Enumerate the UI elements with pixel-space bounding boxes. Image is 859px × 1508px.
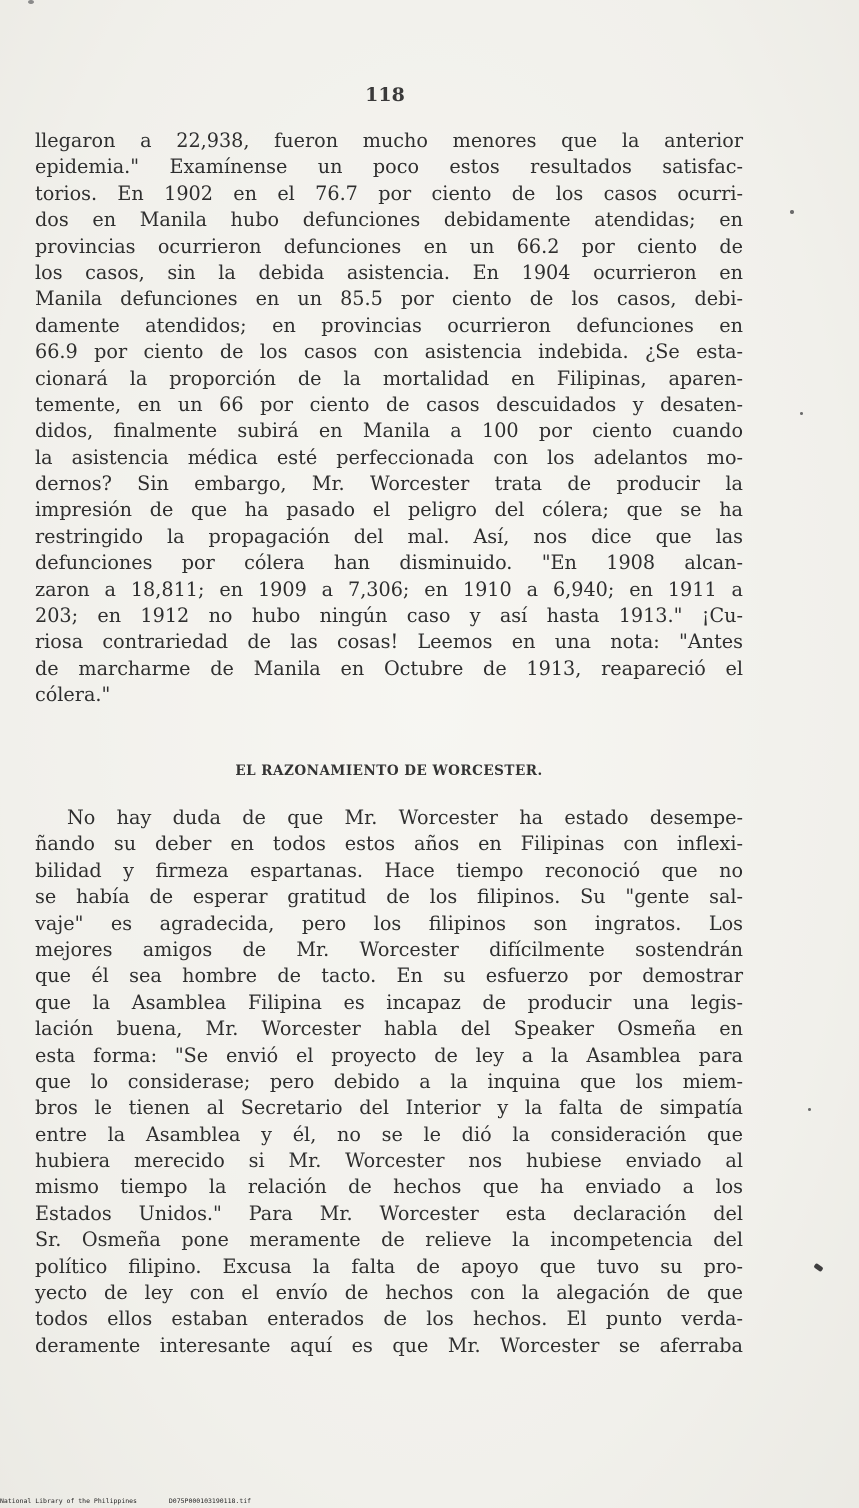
text-line: ñando su deber en todos estos años en Filipinas con inflexi- bbox=[35, 832, 743, 856]
paragraph-2 bbox=[35, 805, 743, 1359]
text-line: vaje" es agradecida, pero los filipinos son ingratos. Los bbox=[35, 911, 743, 935]
text-line: que lo considerase; pero debido a la inquina que los miem- bbox=[35, 1069, 743, 1093]
scan-speck bbox=[813, 1263, 823, 1272]
scan-speck bbox=[808, 1108, 811, 1111]
text-line: llegaron a 22,938, fueron mucho menores que la anterior bbox=[35, 129, 743, 152]
text-line: yecto de ley con el envío de hechos con la alegación de que bbox=[35, 1281, 743, 1305]
text-line: cólera." bbox=[35, 683, 111, 707]
text-line: torios. En 1902 en el 76.7 por ciento de los casos ocurri- bbox=[35, 181, 743, 205]
text-line: defunciones por cólera han disminuido. "En 1908 alcan- bbox=[35, 551, 743, 575]
text-line: hubiera merecido si Mr. Worcester nos hubiese enviado al bbox=[35, 1149, 743, 1173]
page-number: 118 bbox=[365, 84, 405, 106]
text-line: bros le tienen al Secretario del Interior y la falta de simpatía bbox=[35, 1096, 743, 1120]
text-line: cionará la proporción de la mortalidad en Filipinas, aparen- bbox=[35, 366, 743, 390]
text-line: político filipino. Excusa la falta de apoyo que tuvo su pro- bbox=[35, 1254, 743, 1278]
text-line: que la Asamblea Filipina es incapaz de producir una legis- bbox=[35, 990, 743, 1014]
text-line: temente, en un 66 por ciento de casos descuidados y desaten- bbox=[35, 392, 743, 416]
text-line: impresión de que ha pasado el peligro del cólera; que se ha bbox=[35, 498, 743, 522]
text-line: entre la Asamblea y él, no se le dió la consideración que bbox=[35, 1122, 743, 1146]
scan-speck bbox=[800, 412, 803, 415]
text-line: epidemia." Examínense un poco estos resultados satisfac- bbox=[35, 155, 743, 179]
text-line: riosa contrariedad de las cosas! Leemos en una nota: "Antes bbox=[35, 630, 743, 654]
text-line: la asistencia médica esté perfeccionada con los adelantos mo- bbox=[35, 445, 743, 469]
text-line: los casos, sin la debida asistencia. En 1904 ocurrieron en bbox=[35, 260, 743, 284]
scan-footer bbox=[0, 1497, 279, 1505]
text-line: que él sea hombre de tacto. En su esfuerzo por demostrar bbox=[35, 964, 743, 988]
footer-file-id: D075P000103190118.tif bbox=[168, 1497, 252, 1505]
text-line: todos ellos estaban enterados de los hechos. El punto verda- bbox=[35, 1307, 743, 1331]
text-line: lación buena, Mr. Worcester habla del Speaker Osmeña en bbox=[35, 1017, 743, 1041]
text-line: dos en Manila hubo defunciones debidamente atendidas; en bbox=[35, 208, 743, 232]
text-line: 203; en 1912 no hubo ningún caso y así hasta 1913." ¡Cu- bbox=[35, 604, 743, 628]
scan-speck bbox=[28, 0, 34, 4]
text-line: se había de esperar gratitud de los filipinos. Su "gente sal- bbox=[35, 885, 743, 909]
footer-library: National Library of the Philippines bbox=[0, 1497, 137, 1505]
text-line: dernos? Sin embargo, Mr. Worcester trata de producir la bbox=[35, 472, 743, 496]
text-line: didos, finalmente subirá en Manila a 100 por ciento cuando bbox=[35, 419, 743, 443]
section-heading: EL RAZONAMIENTO DE WORCESTER. bbox=[235, 763, 543, 779]
text-line: No hay duda de que Mr. Worcester ha estado desempe- bbox=[67, 806, 743, 829]
text-line: bilidad y firmeza espartanas. Hace tiempo reconoció que no bbox=[35, 858, 743, 882]
scan-speck bbox=[790, 210, 794, 214]
text-line: damente atendidos; en provincias ocurrieron defunciones en bbox=[35, 313, 743, 337]
text-line: Manila defunciones en un 85.5 por ciento de los casos, debi- bbox=[35, 287, 743, 311]
text-line: Estados Unidos." Para Mr. Worcester esta declaración del bbox=[35, 1201, 743, 1225]
text-line: mismo tiempo la relación de hechos que ha enviado a los bbox=[35, 1175, 743, 1199]
text-line: provincias ocurrieron defunciones en un 66.2 por ciento de bbox=[35, 234, 743, 258]
text-line: deramente interesante aquí es que Mr. Worcester se aferraba bbox=[35, 1333, 743, 1357]
text-line: esta forma: "Se envió el proyecto de ley a la Asamblea para bbox=[35, 1043, 743, 1067]
text-line: restringido la propagación del mal. Así, nos dice que las bbox=[35, 524, 743, 548]
paragraph-1 bbox=[35, 128, 743, 709]
text-line: zaron a 18,811; en 1909 a 7,306; en 1910 a 6,940; en 1911 a bbox=[35, 577, 743, 601]
text-line: 66.9 por ciento de los casos con asistencia indebida. ¿Se esta- bbox=[35, 340, 743, 364]
text-line: de marcharme de Manila en Octubre de 1913, reapareció el bbox=[35, 656, 743, 680]
text-line: mejores amigos de Mr. Worcester difícilmente sostendrán bbox=[35, 937, 743, 961]
text-line: Sr. Osmeña pone meramente de relieve la incompetencia del bbox=[35, 1228, 743, 1252]
